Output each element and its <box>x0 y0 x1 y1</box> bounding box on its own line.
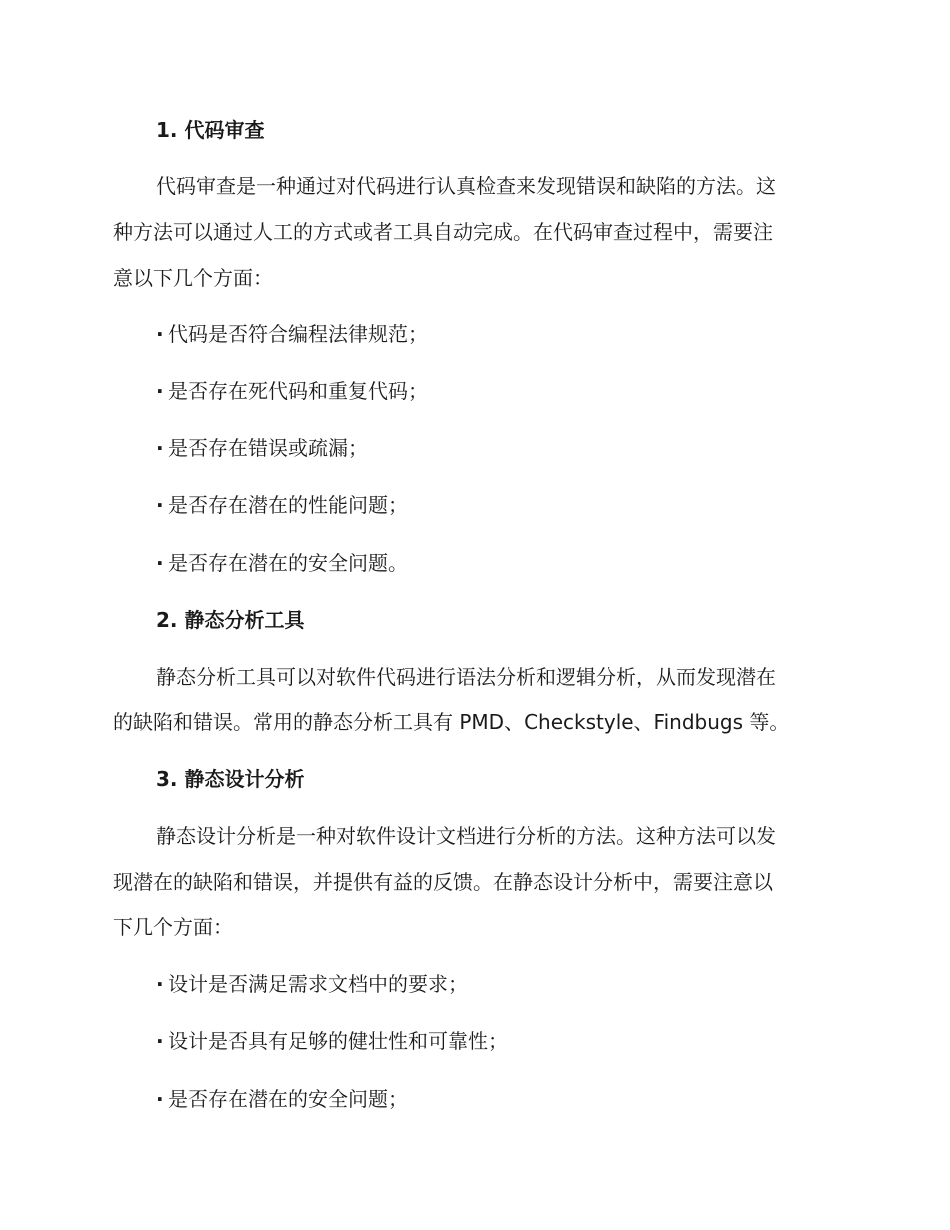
bullet-dot-icon: · <box>156 972 164 996</box>
section-3-paragraph-line-3: 下几个方面： <box>113 915 233 939</box>
section-1-paragraph-line-2: 种方法可以通过人工的方式或者工具自动完成。在代码审查过程中，需要注 <box>113 220 773 244</box>
bullet-dot-icon: · <box>156 322 164 346</box>
bullet-text: 是否存在错误或疏漏； <box>168 436 368 460</box>
bullet-dot-icon: · <box>156 1029 164 1053</box>
section-1-bullet-1 <box>156 320 428 348</box>
section-3-bullet-2 <box>156 1027 508 1055</box>
section-1-bullet-3 <box>156 434 368 462</box>
section-3-paragraph-line-1: 静态设计分析是一种对软件设计文档进行分析的方法。这种方法可以发 <box>156 824 776 848</box>
section-2-paragraph-line-2: 的缺陷和错误。常用的静态分析工具有 PMD、Checkstyle、Findbugs 等。 <box>113 710 790 734</box>
section-1-bullet-4 <box>156 491 408 519</box>
bullet-text: 代码是否符合编程法律规范； <box>168 322 428 346</box>
bullet-dot-icon: · <box>156 493 164 517</box>
bullet-text: 是否存在潜在的性能问题； <box>168 493 408 517</box>
bullet-text: 是否存在死代码和重复代码； <box>168 379 428 403</box>
section-3-paragraph-line-2: 现潜在的缺陷和错误，并提供有益的反馈。在静态设计分析中，需要注意以 <box>113 870 773 894</box>
section-1-bullet-5 <box>156 549 408 577</box>
bullet-text: 设计是否具有足够的健壮性和可靠性； <box>168 1029 508 1053</box>
section-3-bullet-1 <box>156 970 468 998</box>
section-3-heading: 3. 静态设计分析 <box>156 767 305 791</box>
section-2-paragraph-line-1: 静态分析工具可以对软件代码进行语法分析和逻辑分析，从而发现潜在 <box>156 665 776 689</box>
bullet-dot-icon: · <box>156 551 164 575</box>
section-2-heading: 2. 静态分析工具 <box>156 608 305 632</box>
bullet-dot-icon: · <box>156 436 164 460</box>
bullet-text: 是否存在潜在的安全问题； <box>168 1087 408 1111</box>
bullet-dot-icon: · <box>156 1087 164 1111</box>
section-1-bullet-2 <box>156 377 428 405</box>
section-1-heading: 1. 代码审查 <box>156 118 265 142</box>
section-3-bullet-3 <box>156 1085 408 1113</box>
bullet-text: 设计是否满足需求文档中的要求； <box>168 972 468 996</box>
bullet-dot-icon: · <box>156 379 164 403</box>
section-1-paragraph-line-3: 意以下几个方面： <box>113 266 273 290</box>
bullet-text: 是否存在潜在的安全问题。 <box>168 551 408 575</box>
section-1-paragraph-line-1: 代码审查是一种通过对代码进行认真检查来发现错误和缺陷的方法。这 <box>156 174 776 198</box>
